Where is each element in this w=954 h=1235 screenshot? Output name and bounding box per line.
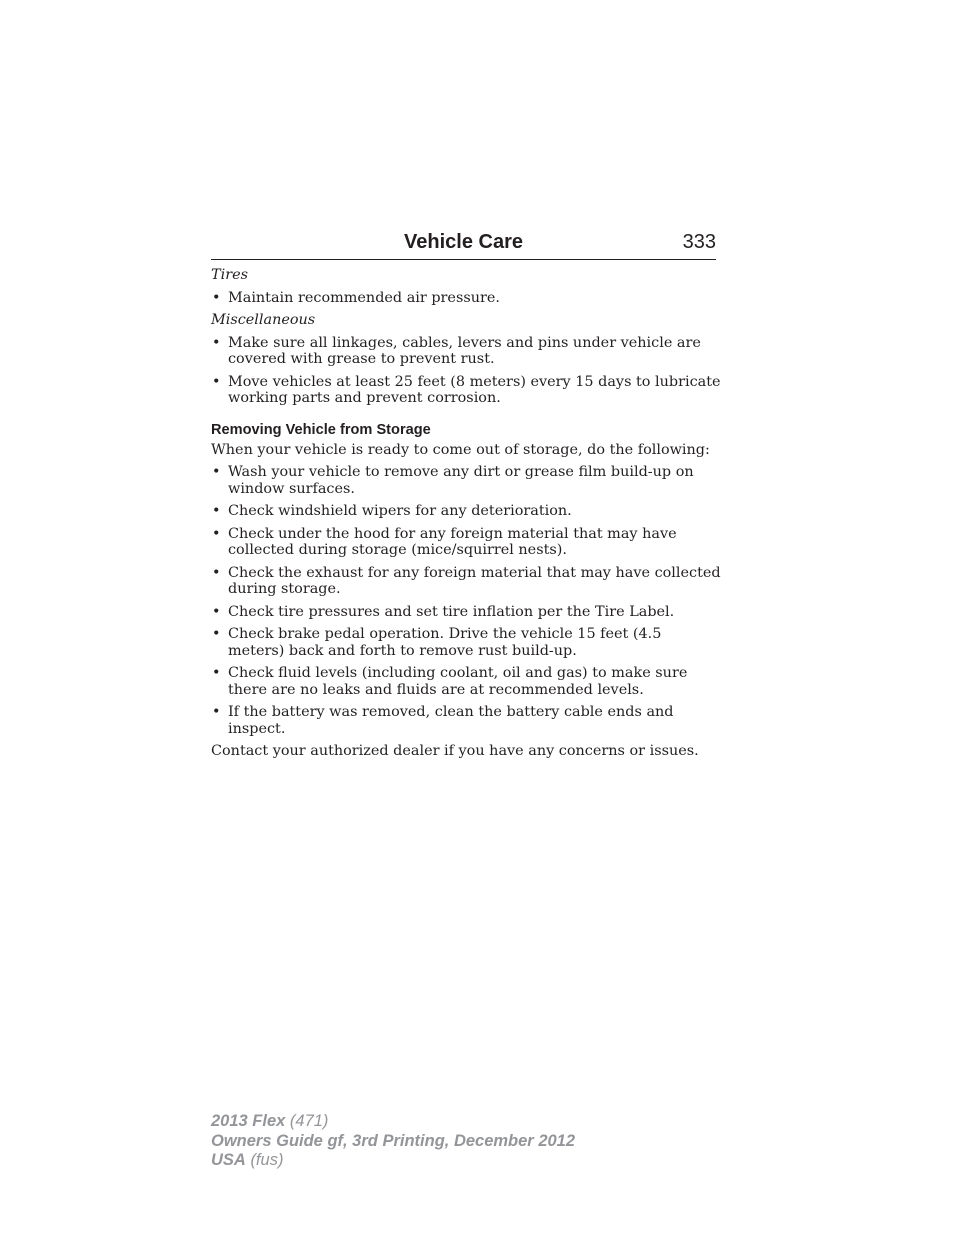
tires-list <box>211 290 721 307</box>
footer-model-line <box>211 1112 575 1132</box>
list-item: • Move vehicles at least 25 feet (8 meters) every 15 days to lubricate working parts and prevent corrosion. <box>211 374 721 407</box>
removing-storage-heading: Removing Vehicle from Storage <box>211 421 431 438</box>
page-header <box>211 228 716 260</box>
list-item: • Check windshield wipers for any deterioration. <box>211 503 721 520</box>
list-item: • Check tire pressures and set tire inflation per the Tire Label. <box>211 604 721 621</box>
footer-market-code: (fus) <box>250 1151 284 1169</box>
list-item: • Check fluid levels (including coolant, oil and gas) to make sure there are no leaks and fluids are at recommended levels. <box>211 665 721 698</box>
list-item: • Check under the hood for any foreign material that may have collected during storage (mice/squirrel nests). <box>211 526 721 559</box>
footer-market: USA <box>211 1151 246 1169</box>
closing-note: Contact your authorized dealer if you have any concerns or issues. <box>211 743 699 759</box>
page-content <box>211 267 721 766</box>
footer-market-line <box>211 1151 575 1171</box>
tires-subhead: Tires <box>211 267 248 283</box>
footer-model: 2013 Flex <box>211 1112 286 1130</box>
footer-guide: Owners Guide gf, 3rd Printing, December 2012 <box>211 1131 576 1150</box>
list-item: • Wash your vehicle to remove any dirt or grease film build-up on window surfaces. <box>211 464 721 497</box>
removing-list <box>211 464 721 737</box>
page-footer <box>211 1112 575 1171</box>
list-item: • Make sure all linkages, cables, levers and pins under vehicle are covered with grease to prevent rust. <box>211 335 721 368</box>
list-item: • Maintain recommended air pressure. <box>211 290 721 307</box>
miscellaneous-subhead: Miscellaneous <box>211 312 316 328</box>
list-item: • Check the exhaust for any foreign material that may have collected during storage. <box>211 565 721 598</box>
footer-model-code: (471) <box>289 1112 329 1130</box>
list-item: • If the battery was removed, clean the battery cable ends and inspect. <box>211 704 721 737</box>
list-item: • Check brake pedal operation. Drive the vehicle 15 feet (4.5 meters) back and forth to remove rust build-up. <box>211 626 721 659</box>
section-title: Vehicle Care <box>404 231 523 253</box>
miscellaneous-list <box>211 335 721 407</box>
page-number: 333 <box>682 231 716 253</box>
removing-intro: When your vehicle is ready to come out of storage, do the following: <box>211 441 710 458</box>
